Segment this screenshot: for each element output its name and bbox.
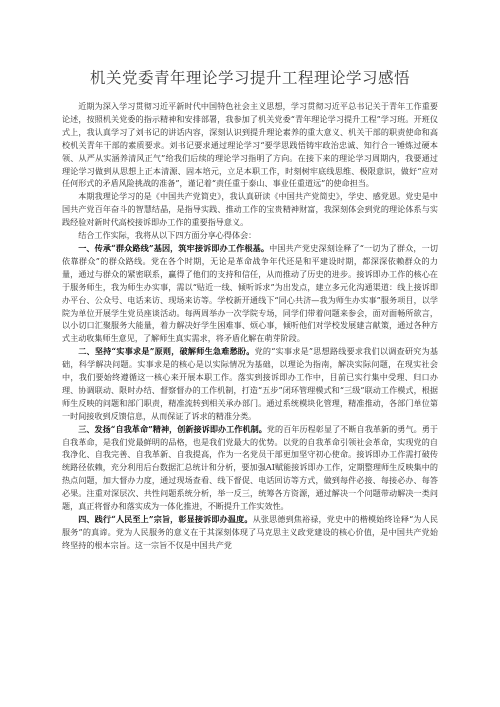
paragraph: 近期为深入学习贯彻习近平新时代中国特色社会主义思想，学习贯彻习近平总书记关于青年工作重要论述，按照机关党委的指示精神和安排部署，我参加了机关党委“青年理论学习提升工程”学习班。开班仪式上，我认真学习了刘书记的讲话内容，深刻认识到提升理论素养的重大意义、机关干部的职责使命和高校机关青年干部的素质要求。刘书记要求通过理论学习“要学思践悟铸牢政治忠诚、知行合一锤炼过硬本领、从严从实涵养清风正气”给我们后续的理论学习指明了方向。在接下来的理论学习周期内，我要通过理论学习做到从思想上正本清源、固本培元，立足本职工作，时刻树牢底线思维、极限意识，做好“应对任何形式的矛盾风险挑战的准备”，谨记着“责任重于泰山、事业任重道远”的使命担当。 bbox=[62, 101, 438, 189]
section-heading: 一、传承“群众路线”基因，筑牢接诉即办工作根基。 bbox=[78, 242, 270, 253]
section-text: 中国共产党史深刻诠释了“一切为了群众，一切依靠群众”的群众路线。党在各个时期，无论是革命战争年代还是和平建设时期，都深深依赖群众的力量，通过与群众的紧密联系，赢得了他们的支持和信任，从而推动了历史的进步。接诉即办工作的核心在于服务师生，我为师生办实事，需以“贴近一线、倾听诉求”为出发点，建立多元化沟通渠道：线上接诉即办平台、公众号、电话来访、现场来访等。学校新开通线下“同心共济—我为师生办实事”服务项目，以学院为单位开展学生党员座谈活动。每两周举办一次学院专场，同学们带着问题来参会，面对面畅所欲言，以小切口汇聚服务大能量，着力解决好学生困难事、烦心事，倾听他们对学校发展建言献策，通过各种方式主动收集师生意见，了解师生真实需求，将矛盾化解在萌芽阶段。 bbox=[62, 242, 438, 344]
paragraph: 结合工作实际，我将从以下四方面分享心得体会： bbox=[78, 230, 257, 241]
section-text: 从张思德到焦裕禄，党史中的楷模始终诠释“为人民服务”的真谛。党为人民服务的意义在于其深刻体现了马克思主义政党建设的核心价值，是中国共产党始终坚持的根本宗旨。这一宗旨不仅是中国共产党 bbox=[62, 514, 438, 550]
section-heading: 三、发扬“自我革命”精神，创新接诉即办工作机制。 bbox=[78, 423, 267, 434]
section-heading: 四、践行“人民至上”宗旨，彰显接诉即办温度。 bbox=[78, 514, 253, 524]
document-title: 机关党委青年理论学习提升工程理论学习感悟 bbox=[89, 69, 410, 87]
section-text: 党的百年历程彰显了不断自我革新的勇气。勇于自我革命，是我们党最鲜明的品格，也是我们党最大的优势。以党的自我革命引领社会革命，实现党的自我净化、自我完善、自我革新、自我提高，作为一名党员干部更加坚守初心使命。接诉即办工作需打破传统路径依赖，充分利用后台数据汇总统计和分析，要加强AI赋能接诉即办工作，定期整理师生反映集中的热点问题，加大督办力度，通过现场查看、线下督促、电话回访等方式，做到每件必接、每接必办、每答必果。注重对深层次、共性问题系统分析，举一反三，统筹各方资源，通过解决一个问题带动解决一类问题，真正将督办和落实成为一体化推进，不断提升工作实效性。 bbox=[62, 423, 438, 512]
section-paragraph bbox=[62, 345, 438, 422]
section-heading: 二、坚持“实事求是”原则，破解师生急难愁盼。 bbox=[78, 346, 255, 357]
section-paragraph bbox=[62, 423, 438, 513]
section-paragraph bbox=[62, 513, 438, 552]
document-body bbox=[62, 100, 438, 552]
paragraph: 本期我理论学习的是《中国共产党简史》，我认真研读《中国共产党简史》，学史、感党恩。党史是中国共产党百年奋斗的智慧结晶，是指导实践、推动工作的宝贵精神财富，我深刻体会到党的理论体系与实践经验对新时代高校接诉即办工作的重要指导意义。 bbox=[62, 191, 438, 228]
section-text: 党的“实事求是”思想路线要求我们以调查研究为基础，科学解决问题。实事求是的核心是以实际情况为基础，以理论为指南，解决实际问题，在现实社会中，我们要始终遵循这一核心来开展本职工作。落实到接诉即办工作中，目前已实行集中受理、归口办理、协调联动、限时办结、督察督办的工作机制，打造“五步”闭环管理模式和“三级”联动工作模式，根据师生反映的问题和部门职责，精准流转到相关承办部门。通过系统模块化管理，精准推动，各部门单位第一时间接收到反馈信息，从而保证了诉求的精准分类。 bbox=[62, 346, 438, 421]
section-paragraph bbox=[62, 242, 438, 345]
